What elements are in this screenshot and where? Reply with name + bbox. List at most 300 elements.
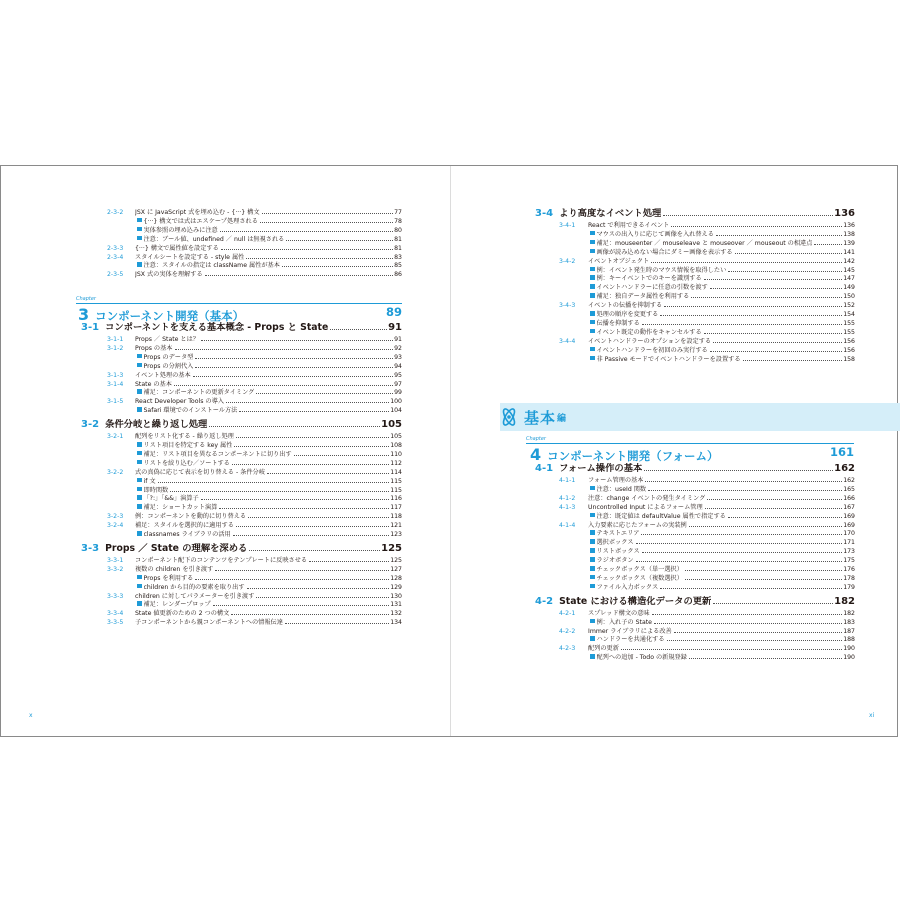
toc-number: 4-1: [535, 463, 554, 474]
toc-page-number: 130: [390, 592, 402, 600]
toc-section: [535, 463, 855, 475]
toc-subsection: [559, 301, 855, 310]
toc-title: Immer ライブラリによる改善: [588, 627, 672, 635]
toc-subsection: [107, 253, 402, 262]
square-bullet-icon: [590, 329, 595, 334]
toc-subsection: [107, 565, 402, 574]
toc-subsection: [107, 371, 402, 380]
toc-leader: [654, 623, 842, 624]
toc-title: 注意：ブール値、undefined ／ null は無視される: [143, 235, 285, 243]
toc-subsection: [559, 494, 855, 503]
toc-leader: [689, 658, 842, 659]
toc-subsection: [107, 344, 402, 353]
toc-page-number: 99: [394, 389, 402, 397]
toc-subsection: [559, 521, 855, 530]
toc-leader: [247, 588, 390, 589]
toc-title: ハンドラーを共通化する: [596, 636, 665, 644]
toc-page-number: 162: [834, 463, 855, 474]
toc-item: [137, 503, 402, 512]
toc-subsection: [107, 512, 402, 521]
toc-item: [137, 235, 402, 244]
toc-page-number: 150: [843, 293, 855, 301]
toc-leader: [728, 271, 842, 272]
toc-leader: [691, 297, 842, 298]
square-bullet-icon: [137, 262, 142, 267]
toc-subsection: [107, 521, 402, 530]
toc-page-number: 176: [843, 566, 855, 573]
toc-title: if 文: [143, 477, 156, 485]
toc-title: 注意：change イベントの発生タイミング: [588, 494, 706, 502]
toc-page-number: 100: [390, 398, 402, 406]
toc-page-number: 142: [843, 257, 855, 265]
toc-page-number: 93: [394, 353, 402, 361]
toc-item: [590, 529, 855, 538]
toc-number: 3-1-4: [107, 380, 124, 388]
toc-leader: [716, 235, 842, 236]
square-bullet-icon: [590, 240, 595, 245]
toc-leader: [174, 385, 393, 386]
toc-item: [590, 319, 855, 328]
toc-item: [590, 512, 855, 521]
toc-page-number: 77: [394, 209, 402, 216]
toc-number: 2-3-5: [107, 271, 124, 279]
toc-leader: [226, 402, 389, 403]
toc-item: [137, 486, 402, 495]
square-bullet-icon: [590, 539, 595, 544]
square-bullet-icon: [590, 356, 595, 361]
toc-leader: [236, 437, 389, 438]
toc-page-number: 169: [843, 521, 855, 529]
toc-leader: [205, 275, 393, 276]
toc-page-number: 92: [394, 344, 402, 352]
toc-leader: [710, 288, 842, 289]
square-bullet-icon: [137, 601, 142, 606]
toc-page-number: 171: [843, 539, 855, 547]
square-bullet-icon: [137, 584, 142, 589]
toc-page-number: 169: [843, 512, 855, 520]
toc-page-number: 97: [394, 380, 402, 388]
book-spread: [0, 165, 898, 737]
toc-subsection: [107, 618, 402, 627]
toc-page-number: 115: [390, 486, 402, 494]
toc-subsection: [107, 244, 402, 253]
part-suffix: 編: [557, 413, 567, 424]
square-bullet-icon: [137, 504, 142, 509]
toc-item: [590, 274, 855, 283]
toc-title: 補足：独自データ属性を利用する: [596, 293, 690, 301]
toc-item: [137, 353, 402, 362]
toc-item: [590, 283, 855, 292]
square-bullet-icon: [137, 236, 142, 241]
toc-page-number: 131: [390, 601, 402, 609]
toc-title: スプレッド構文の意味: [588, 609, 650, 617]
toc-title: 即時関数: [143, 486, 169, 494]
toc-item: [590, 485, 855, 494]
toc-subsection: [559, 221, 855, 230]
toc-leader: [713, 342, 842, 343]
toc-title: イベント既定の動作をキャンセルする: [596, 328, 702, 336]
toc-title: 補足：mouseenter ／ mouseleave と mouseover ／ mouseout の相違点: [596, 239, 813, 247]
square-bullet-icon: [137, 478, 142, 483]
toc-title: Props を利用する: [143, 574, 194, 582]
toc-item: [590, 355, 855, 364]
toc-leader: [641, 534, 842, 535]
toc-leader: [175, 349, 394, 350]
toc-number: 4-2-2: [559, 627, 576, 635]
toc-item: [590, 547, 855, 556]
part-title: 基本: [524, 408, 557, 427]
toc-page-number: 81: [394, 244, 402, 252]
toc-item: [137, 261, 402, 270]
toc-page-number: 108: [390, 442, 402, 449]
toc-page-number: 166: [843, 494, 855, 502]
toc-item: [137, 217, 402, 226]
toc-page-number: 183: [843, 618, 855, 626]
toc-number: 3-1-1: [107, 336, 124, 343]
toc-item: [590, 583, 855, 592]
toc-item: [590, 346, 855, 355]
square-bullet-icon: [137, 363, 142, 368]
toc-page-number: 139: [843, 239, 855, 247]
toc-number: 3-2: [81, 419, 100, 431]
toc-number: 2-3-3: [107, 244, 124, 252]
toc-number: 3-3-2: [107, 565, 124, 573]
toc-title: リスト項目を特定する key 属性: [143, 442, 233, 449]
toc-number: 4-1-2: [559, 494, 576, 502]
toc-title: Props の基本: [135, 344, 173, 352]
toc-item: [590, 635, 855, 644]
toc-number: 3-4-3: [559, 302, 576, 310]
toc-page-number: 138: [843, 230, 855, 238]
toc-item: [590, 248, 855, 257]
square-bullet-icon: [137, 442, 142, 447]
toc-item: [590, 292, 855, 301]
toc-title: 注意：スタイルの指定は className 属性が基本: [143, 262, 280, 270]
toc-leader: [685, 579, 842, 580]
toc-item: [590, 653, 855, 662]
toc-title: リストを絞り込む／ソートする: [143, 459, 230, 467]
toc-item: [590, 230, 855, 239]
chapter-label: Chapter: [526, 436, 546, 442]
square-bullet-icon: [590, 311, 595, 316]
toc-leader: [642, 324, 842, 325]
toc-number: 3-3-4: [107, 610, 124, 618]
toc-title: 「?:」「&&」演算子: [143, 495, 199, 503]
toc-leader: [158, 482, 390, 483]
toc-leader: [689, 526, 842, 527]
toc-item: [590, 266, 855, 275]
square-bullet-icon: [137, 407, 142, 412]
toc-page-number: 125: [381, 542, 402, 554]
toc-title: children から目的の要素を取り出す: [143, 583, 245, 591]
toc-leader: [231, 614, 389, 615]
toc-number: 3-2-2: [107, 468, 124, 476]
toc-leader: [246, 258, 393, 259]
toc-title: コンポーネントを支える基本概念 - Props と State: [105, 322, 329, 333]
toc-number: 3-2-3: [107, 513, 124, 521]
toc-item: [137, 406, 402, 415]
toc-page-number: 134: [390, 619, 402, 627]
toc-title: イベントハンドラーを初回のみ実行する: [596, 346, 708, 354]
toc-page-number: 188: [843, 636, 855, 644]
toc-title: フォーム管理の基本: [588, 477, 644, 484]
toc-page-number: 179: [843, 583, 855, 591]
toc-title: イベントハンドラーに任意の引数を渡す: [596, 284, 708, 292]
toc-page-number: 187: [843, 627, 855, 635]
toc-title: イベントオブジェクト: [588, 257, 650, 265]
toc-title: State の基本: [135, 380, 172, 388]
toc-subsection: [107, 592, 402, 601]
square-bullet-icon: [590, 513, 595, 518]
toc-title: 例：イベント発生時のマウス情報を取得したい: [596, 266, 727, 274]
toc-number: 4-1-4: [559, 521, 576, 529]
toc-page-number: 167: [843, 503, 855, 511]
toc-page-number: 165: [843, 485, 855, 493]
square-bullet-icon: [590, 231, 595, 236]
toc-leader: [644, 470, 833, 471]
toc-item: [137, 494, 402, 503]
chapter-title: コンポーネント開発（基本）: [95, 309, 245, 323]
toc-item: [137, 574, 402, 583]
toc-leader: [195, 358, 393, 359]
square-bullet-icon: [137, 354, 142, 359]
toc-page-number: 175: [843, 557, 855, 565]
toc-page-number: 81: [394, 235, 402, 243]
toc-page-number: 118: [390, 513, 402, 521]
toc-number: 3-4-2: [559, 257, 576, 265]
toc-leader: [710, 351, 842, 352]
square-bullet-icon: [590, 293, 595, 298]
toc-title: 子コンポーネントから親コンポーネントへの情報伝達: [135, 619, 283, 627]
toc-leader: [652, 614, 843, 615]
toc-leader: [660, 588, 842, 589]
square-bullet-icon: [590, 566, 595, 571]
toc-leader: [262, 213, 394, 214]
toc-leader: [267, 473, 389, 474]
toc-item: [137, 388, 402, 397]
toc-section: [81, 322, 402, 334]
toc-title: 配列への追加 - Todo の新規登録: [596, 654, 687, 662]
toc-title: より高度なイベント処理: [559, 208, 662, 219]
toc-number: 3-3: [81, 542, 100, 554]
react-atom-icon: [498, 404, 520, 430]
toc-leader: [219, 508, 389, 509]
square-bullet-icon: [137, 389, 142, 394]
toc-page-number: 127: [390, 565, 402, 573]
toc-leader: [664, 306, 842, 307]
toc-page-number: 129: [390, 583, 402, 591]
toc-page-number: 115: [390, 477, 402, 485]
square-bullet-icon: [590, 557, 595, 562]
toc-leader: [636, 543, 843, 544]
square-bullet-icon: [590, 584, 595, 589]
toc-page-number: 104: [390, 407, 402, 415]
toc-number: 4-2: [535, 595, 554, 607]
square-bullet-icon: [590, 619, 595, 624]
toc-title: 補足：コンポーネントの更新タイミング: [143, 389, 255, 397]
toc-item: [590, 239, 855, 248]
toc-subsection: [107, 432, 402, 441]
toc-title: children に対してパラメーターを引き渡す: [135, 592, 255, 600]
toc-subsection: [559, 476, 855, 485]
toc-page-number: 190: [843, 645, 855, 653]
toc-page-number: 112: [390, 459, 402, 467]
toc-title: 画像が読み込めない場合にダミー画像を表示する: [596, 248, 733, 256]
toc-page-number: 182: [834, 595, 855, 607]
toc-item: [137, 477, 402, 486]
toc-page-number: 155: [843, 319, 855, 327]
toc-number: 3-3-3: [107, 592, 124, 600]
square-bullet-icon: [137, 227, 142, 232]
toc-number: 4-1-3: [559, 503, 576, 511]
chapter-heading: [78, 305, 402, 323]
toc-title: 注意：useId 関数: [596, 485, 647, 493]
toc-item: [137, 583, 402, 592]
toc-page-number: 170: [843, 530, 855, 538]
toc-leader: [249, 550, 380, 551]
square-bullet-icon: [137, 487, 142, 492]
toc-title: フォーム操作の基本: [559, 463, 643, 474]
square-bullet-icon: [590, 575, 595, 580]
toc-number: 3-1-2: [107, 344, 124, 352]
toc-page-number: 156: [843, 346, 855, 354]
toc-title: 配列をリスト化する - 繰り返し処理: [135, 433, 234, 441]
toc-page-number: 83: [394, 253, 402, 261]
chapter-label: Chapter: [76, 296, 96, 302]
toc-page-number: 155: [843, 328, 855, 336]
toc-subsection: [559, 337, 855, 346]
toc-leader: [621, 649, 842, 650]
toc-subsection: [107, 397, 402, 406]
toc-number: 3-1-3: [107, 371, 124, 379]
toc-title: テキストエリア: [596, 530, 640, 538]
toc-page-number: 95: [394, 371, 402, 379]
toc-title: イベント処理の基本: [135, 371, 191, 379]
toc-number: 3-4-1: [559, 222, 576, 229]
toc-leader: [233, 535, 389, 536]
toc-page-number: 85: [394, 262, 402, 270]
toc-title: 補足：レンダープロップ: [143, 601, 211, 609]
toc-leader: [232, 464, 389, 465]
toc-title: Safari 環境でのインストール方法: [143, 407, 238, 415]
toc-number: 3-1-5: [107, 398, 124, 406]
square-bullet-icon: [590, 249, 595, 254]
toc-leader: [674, 632, 842, 633]
toc-page-number: 78: [394, 217, 402, 225]
toc-leader: [685, 570, 842, 571]
toc-leader: [642, 552, 843, 553]
toc-title: React で利用できるイベント: [588, 222, 670, 229]
square-bullet-icon: [590, 284, 595, 289]
toc-page-number: 156: [843, 337, 855, 345]
toc-item: [137, 450, 402, 459]
toc-item: [590, 574, 855, 583]
toc-leader: [309, 561, 389, 562]
toc-title: リストボックス: [596, 548, 640, 556]
toc-leader: [213, 605, 389, 606]
toc-leader: [294, 455, 390, 456]
toc-leader: [645, 481, 842, 482]
toc-subsection: [107, 468, 402, 477]
toc-leader: [215, 570, 389, 571]
toc-title: 伝播を抑制する: [596, 319, 640, 327]
toc-leader: [195, 579, 389, 580]
toc-page-number: 86: [394, 271, 402, 279]
toc-page-number: 105: [390, 433, 402, 441]
toc-title: classnames ライブラリの活用: [143, 531, 231, 538]
toc-subsection: [559, 609, 855, 618]
square-bullet-icon: [590, 530, 595, 535]
toc-title: {···} 構文では式はエスケープ処理される: [143, 217, 258, 225]
toc-leader: [648, 490, 842, 491]
toc-section: [535, 596, 855, 608]
toc-subsection: [559, 644, 855, 653]
toc-title: Props の分割代入: [143, 362, 194, 370]
toc-title: React Developer Tools の導入: [135, 398, 224, 406]
toc-title: イベントの伝播を抑制する: [588, 302, 663, 310]
toc-item: [137, 600, 402, 609]
chapter-heading: [530, 445, 854, 463]
toc-section: [81, 419, 402, 431]
toc-leader: [201, 340, 393, 341]
toc-leader: [285, 623, 389, 624]
toc-title: マウスの出入りに応じて画像を入れ替える: [596, 230, 714, 238]
toc-title: 処理の順序を変更する: [596, 311, 659, 318]
toc-title: 例：コンポーネントを動的に切り替える: [135, 513, 247, 521]
toc-leader: [636, 561, 843, 562]
toc-leader: [707, 499, 842, 500]
toc-leader: [234, 446, 389, 447]
toc-number: 4-2-1: [559, 609, 576, 617]
toc-subsection: [107, 609, 402, 618]
toc-title: 非 Passive モードでイベントハンドラーを設置する: [596, 355, 741, 363]
toc-title: スタイルシートを設定する - style 属性: [135, 253, 245, 261]
toc-title: State における構造化データの更新: [559, 595, 712, 607]
chapter-page: 89: [385, 305, 402, 319]
toc-leader: [282, 266, 393, 267]
toc-leader: [170, 491, 389, 492]
toc-page-number: 145: [843, 266, 855, 274]
toc-leader: [236, 526, 389, 527]
toc-page-number: 182: [843, 609, 855, 617]
toc-leader: [220, 231, 393, 232]
toc-page-number: 105: [381, 419, 402, 431]
page-folio: xi: [869, 712, 875, 719]
toc-leader: [239, 411, 389, 412]
toc-leader: [330, 329, 387, 330]
toc-leader: [705, 508, 843, 509]
toc-page-number: 128: [390, 574, 402, 582]
square-bullet-icon: [137, 575, 142, 580]
toc-leader: [728, 517, 842, 518]
toc-item: [590, 328, 855, 337]
toc-title: State 値更新のための 2 つの構文: [135, 610, 230, 618]
toc-title: チェックボックス（複数選択）: [596, 574, 683, 582]
toc-item: [137, 441, 402, 450]
square-bullet-icon: [137, 460, 142, 465]
page-folio: x: [29, 712, 33, 719]
square-bullet-icon: [137, 495, 142, 500]
toc-subsection: [107, 556, 402, 565]
toc-number: 3-2-4: [107, 522, 124, 530]
toc-leader: [743, 360, 843, 361]
toc-subsection: [559, 627, 855, 636]
toc-section: [535, 208, 855, 220]
toc-page-number: 173: [843, 548, 855, 556]
toc-subsection: [107, 335, 402, 344]
toc-leader: [260, 222, 393, 223]
toc-leader: [209, 426, 380, 427]
